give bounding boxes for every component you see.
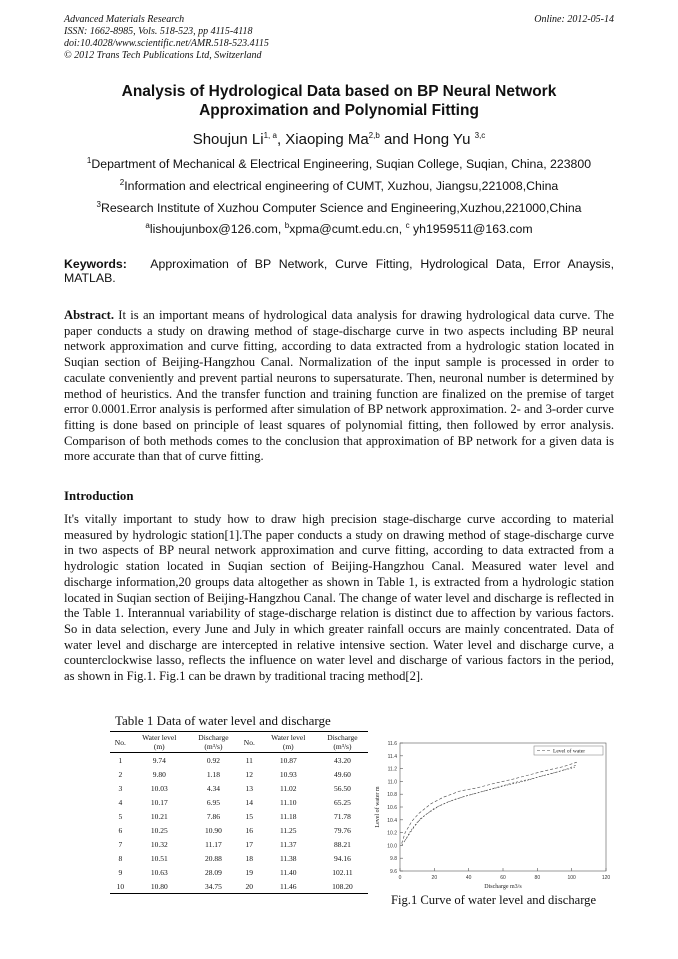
table-cell: 10.03	[150, 783, 168, 793]
title-line-2: Approximation and Polynomial Fitting	[199, 102, 479, 119]
table-cell: 10.93	[279, 769, 297, 779]
table-cell: 8	[118, 853, 123, 863]
table-row	[110, 865, 368, 879]
keywords-text: Approximation of BP Network, Curve Fitting, Hydrological Data, Error Anaysis, MATLAB.	[64, 257, 614, 285]
table-cell: 11.17	[205, 839, 222, 849]
data-table	[110, 731, 368, 894]
header-online-date: Online: 2012-05-14	[534, 14, 614, 25]
y-tick-label: 9.6	[390, 869, 397, 875]
x-tick-label: 60	[500, 875, 506, 881]
author-name: Shoujun Li	[192, 131, 264, 148]
email-superscript: a	[145, 220, 150, 230]
table-row	[110, 879, 368, 894]
author-separator: ,	[276, 131, 286, 148]
author-emails	[64, 222, 614, 236]
table-row	[110, 837, 368, 851]
table-cell: 13	[245, 783, 254, 793]
header-unit: (m)	[282, 742, 294, 751]
series-line	[402, 762, 577, 843]
table-cell: 19	[245, 867, 254, 877]
table-cell: 10	[110, 879, 131, 894]
table-row	[110, 753, 368, 768]
table-header-cell	[110, 732, 131, 753]
header-copyright: © 2012 Trans Tech Publications Ltd, Switzerland	[64, 50, 262, 61]
table-cell: 11.10	[279, 797, 297, 807]
table-cell: 5	[118, 811, 123, 821]
x-tick-label: 0	[398, 875, 402, 881]
table-cell: 16	[245, 825, 254, 835]
table-cell: 15	[245, 811, 254, 821]
table-body	[110, 753, 368, 894]
table-row	[110, 767, 368, 781]
x-axis-label: Discharge m3/s	[484, 884, 522, 890]
affiliation-text: Information and electrical engineering of CUMT, Xuzhou, Jiangsu,221008,China	[124, 179, 559, 193]
header-unit: (m³/s)	[204, 742, 223, 751]
paper-title	[64, 82, 614, 120]
affiliation-text: Department of Mechanical & Electrical Engineering, Suqian College, Suqian, China, 223800	[91, 157, 592, 171]
table-cell: 11.25	[279, 825, 297, 835]
table-cell: 2	[118, 769, 123, 779]
table-cell: 7	[118, 839, 123, 849]
y-tick-label: 11.4	[387, 753, 397, 760]
affiliation-3	[64, 201, 614, 215]
table-cell: 9	[118, 867, 123, 877]
x-tick-label: 40	[465, 875, 472, 881]
header-label: Discharge	[327, 733, 358, 742]
table-cell: 71.78	[334, 811, 351, 821]
figure-caption: Fig.1 Curve of water level and discharge	[391, 893, 597, 907]
table-header-cell	[317, 732, 368, 753]
y-tick-label: 9.8	[390, 856, 397, 863]
section-heading-introduction: Introduction	[64, 489, 134, 503]
table-cell: 88.21	[334, 839, 351, 849]
y-tick-label: 10.0	[387, 843, 397, 850]
header-doi: doi:10.4028/www.scientific.net/AMR.518-523.4115	[64, 38, 269, 49]
table-cell: 4.34	[206, 783, 220, 793]
table-row	[110, 795, 368, 809]
table-cell: 11.02	[279, 783, 297, 793]
table-cell: 10.87	[279, 755, 297, 765]
series-line	[402, 765, 577, 846]
abstract-label: Abstract.	[64, 308, 115, 322]
abstract-text: It is an important means of hydrological data analysis for drawing hydrological data curve. The paper conducts a study on drawing method of stage-discharge curve in two aspects including BP neural network approximation and curve fitting, according to data extracted from a hydrologic station located in Suqian section of Beijing-Hangzhou Canal. Normalization of the input sample is processed in order to caculate conveniently and prevent partial neurons to supersaturate. Then, neuronal number is determined by method of heuristics. And the transfer function and training function are finalized on the premise of target error 0.0001.Error analysis is performed after simulation of BP network approximation. 2- and 3-order curve fitting is done based on principle of least squares of polynomial fitting, then followed by error analysis. Comparison of both methods comes to the conclusion that approximation of BP network for a given data is more accurate than that of curve fitting.	[64, 308, 614, 464]
keywords-label: Keywords:	[64, 257, 127, 271]
table-cell: 10.51	[150, 853, 168, 863]
water-level-chart	[370, 733, 610, 891]
table-cell: 11	[245, 755, 253, 765]
abstract-block	[64, 308, 614, 465]
table-cell: 28.09	[205, 867, 222, 877]
table-cell: 11.38	[279, 853, 297, 863]
table-cell: 10.25	[150, 825, 168, 835]
email-text: lishoujunbox@126.com,	[149, 222, 285, 236]
author-separator: and	[379, 131, 414, 148]
table-cell: 3	[118, 783, 123, 793]
header-journal-name: Advanced Materials Research	[64, 14, 185, 25]
table-row	[110, 781, 368, 795]
table-cell: 10.63	[150, 867, 168, 877]
header-unit: (m)	[153, 742, 165, 751]
table-cell: 6.95	[206, 797, 220, 807]
header-label: No.	[243, 737, 255, 747]
table-cell: 10.90	[205, 825, 222, 835]
x-tick-label: 120	[601, 875, 610, 881]
y-tick-label: 10.6	[387, 805, 397, 811]
table-cell: 11.18	[279, 811, 297, 821]
journal-header	[64, 14, 269, 62]
y-tick-label: 11.6	[387, 741, 397, 747]
table-cell: 56.50	[334, 783, 351, 793]
email-superscript: c	[405, 220, 410, 230]
table-cell: 10.17	[150, 797, 168, 807]
table-cell: 20.88	[205, 853, 222, 863]
table-cell: 94.16	[334, 853, 351, 863]
table-row	[110, 851, 368, 865]
table-cell: 11.37	[279, 839, 297, 849]
email-text: xpma@cumt.edu.cn,	[289, 222, 406, 236]
table-header-cell	[131, 732, 188, 753]
table-cell: 1	[118, 755, 123, 765]
table-cell: 11.40	[279, 867, 297, 877]
email-text: yh1959511@163.com	[409, 222, 533, 236]
table-cell: 18	[245, 853, 254, 863]
author-superscript: 3,c	[474, 131, 486, 140]
legend-label: Level of water	[553, 748, 586, 755]
table-cell: 0.92	[206, 755, 220, 765]
table-header-cell	[239, 732, 260, 753]
author-name: Xiaoping Ma	[285, 131, 369, 148]
table-header-row	[110, 732, 368, 753]
table-cell: 49.60	[334, 769, 351, 779]
header-unit: (m³/s)	[333, 742, 352, 751]
y-tick-label: 11.2	[387, 766, 397, 773]
table-cell: 10.80	[131, 879, 188, 894]
table-cell: 43.20	[334, 755, 351, 765]
y-tick-label: 10.4	[387, 817, 397, 824]
affiliation-2	[64, 179, 614, 193]
author-list	[64, 131, 614, 148]
table-cell: 14	[245, 797, 254, 807]
table-cell: 9.80	[152, 769, 166, 779]
table-cell: 1.18	[206, 769, 220, 779]
affiliation-superscript: 2	[119, 177, 125, 187]
table-caption: Table 1 Data of water level and discharge	[115, 713, 331, 728]
affiliation-1	[64, 157, 614, 171]
table-cell: 12	[245, 769, 254, 779]
keywords-block	[64, 257, 614, 285]
affiliation-superscript: 1	[86, 155, 92, 165]
x-tick-label: 20	[431, 875, 438, 881]
table-cell: 102.11	[332, 867, 353, 877]
plot-frame	[400, 743, 606, 871]
introduction-paragraph: It's vitally important to study how to draw high precision stage-discharge curve according to material measured by hydrologic station[1].The paper conducts a study on drawing method of stage-discharge curve in two aspects of BP neural network approximation and curve fitting, according to data extracted from a hydrologic station located in Suqian section of Beijing-Hangzhou Canal. Measured water level and discharge information,20 groups data altogether as shown in Table 1, is extracted from a hydrologic station located in Suqian section of Beijing-Hangzhou Canal. The change of water level and discharge is reflected in the Table 1. Interannual variability of stage-discharge relation is distinct due to affection by various factors. So in data selection, every June and July in which greater rainfall occurs are mainly concentrated. Data of water level and discharge are intercepted in relative intensive section. Water level and discharge curve, a counterclockwise lasso, reflects the influence on water level and discharge of various factors in the period, as shown in Fig.1. Fig.1 can be drawn by traditional tracing method[2].	[64, 512, 614, 684]
table-header-cell	[188, 732, 239, 753]
author-superscript: 1, a	[263, 131, 277, 140]
x-tick-label: 80	[534, 875, 541, 881]
affiliation-text: Research Institute of Xuzhou Computer Science and Engineering,Xuzhou,221000,China	[100, 201, 582, 215]
y-tick-label: 10.8	[387, 792, 397, 799]
table-cell: 108.20	[317, 879, 368, 894]
table-cell: 10.21	[150, 811, 168, 821]
table-row	[110, 809, 368, 823]
header-label: Water level	[271, 733, 306, 742]
table-cell: 7.86	[206, 811, 220, 821]
table-cell: 20	[239, 879, 260, 894]
header-issn: ISSN: 1662-8985, Vols. 518-523, pp 4115-4118	[64, 26, 253, 37]
y-tick-label: 10.2	[387, 830, 397, 837]
table-header-cell	[260, 732, 317, 753]
header-label: No.	[114, 737, 126, 747]
email-superscript: b	[284, 220, 290, 230]
author-superscript: 2,b	[368, 131, 380, 140]
title-line-1: Analysis of Hydrological Data based on BP Neural Network	[121, 83, 557, 100]
table-cell: 4	[118, 797, 123, 807]
table-cell: 11.46	[260, 879, 317, 894]
table-cell: 65.25	[334, 797, 351, 807]
table-cell: 6	[118, 825, 123, 835]
x-tick-label: 100	[567, 875, 576, 881]
y-tick-label: 11.0	[387, 779, 397, 786]
header-label: Water level	[142, 733, 177, 742]
table-cell: 34.75	[188, 879, 239, 894]
table-cell: 9.74	[152, 755, 166, 765]
table-cell: 17	[245, 839, 254, 849]
author-name: Hong Yu	[413, 131, 475, 148]
table-cell: 10.32	[150, 839, 168, 849]
header-label: Discharge	[198, 733, 229, 742]
y-axis-label: Level of water m	[375, 786, 381, 828]
table-row	[110, 823, 368, 837]
affiliation-superscript: 3	[96, 199, 101, 209]
table-cell: 79.76	[334, 825, 351, 835]
